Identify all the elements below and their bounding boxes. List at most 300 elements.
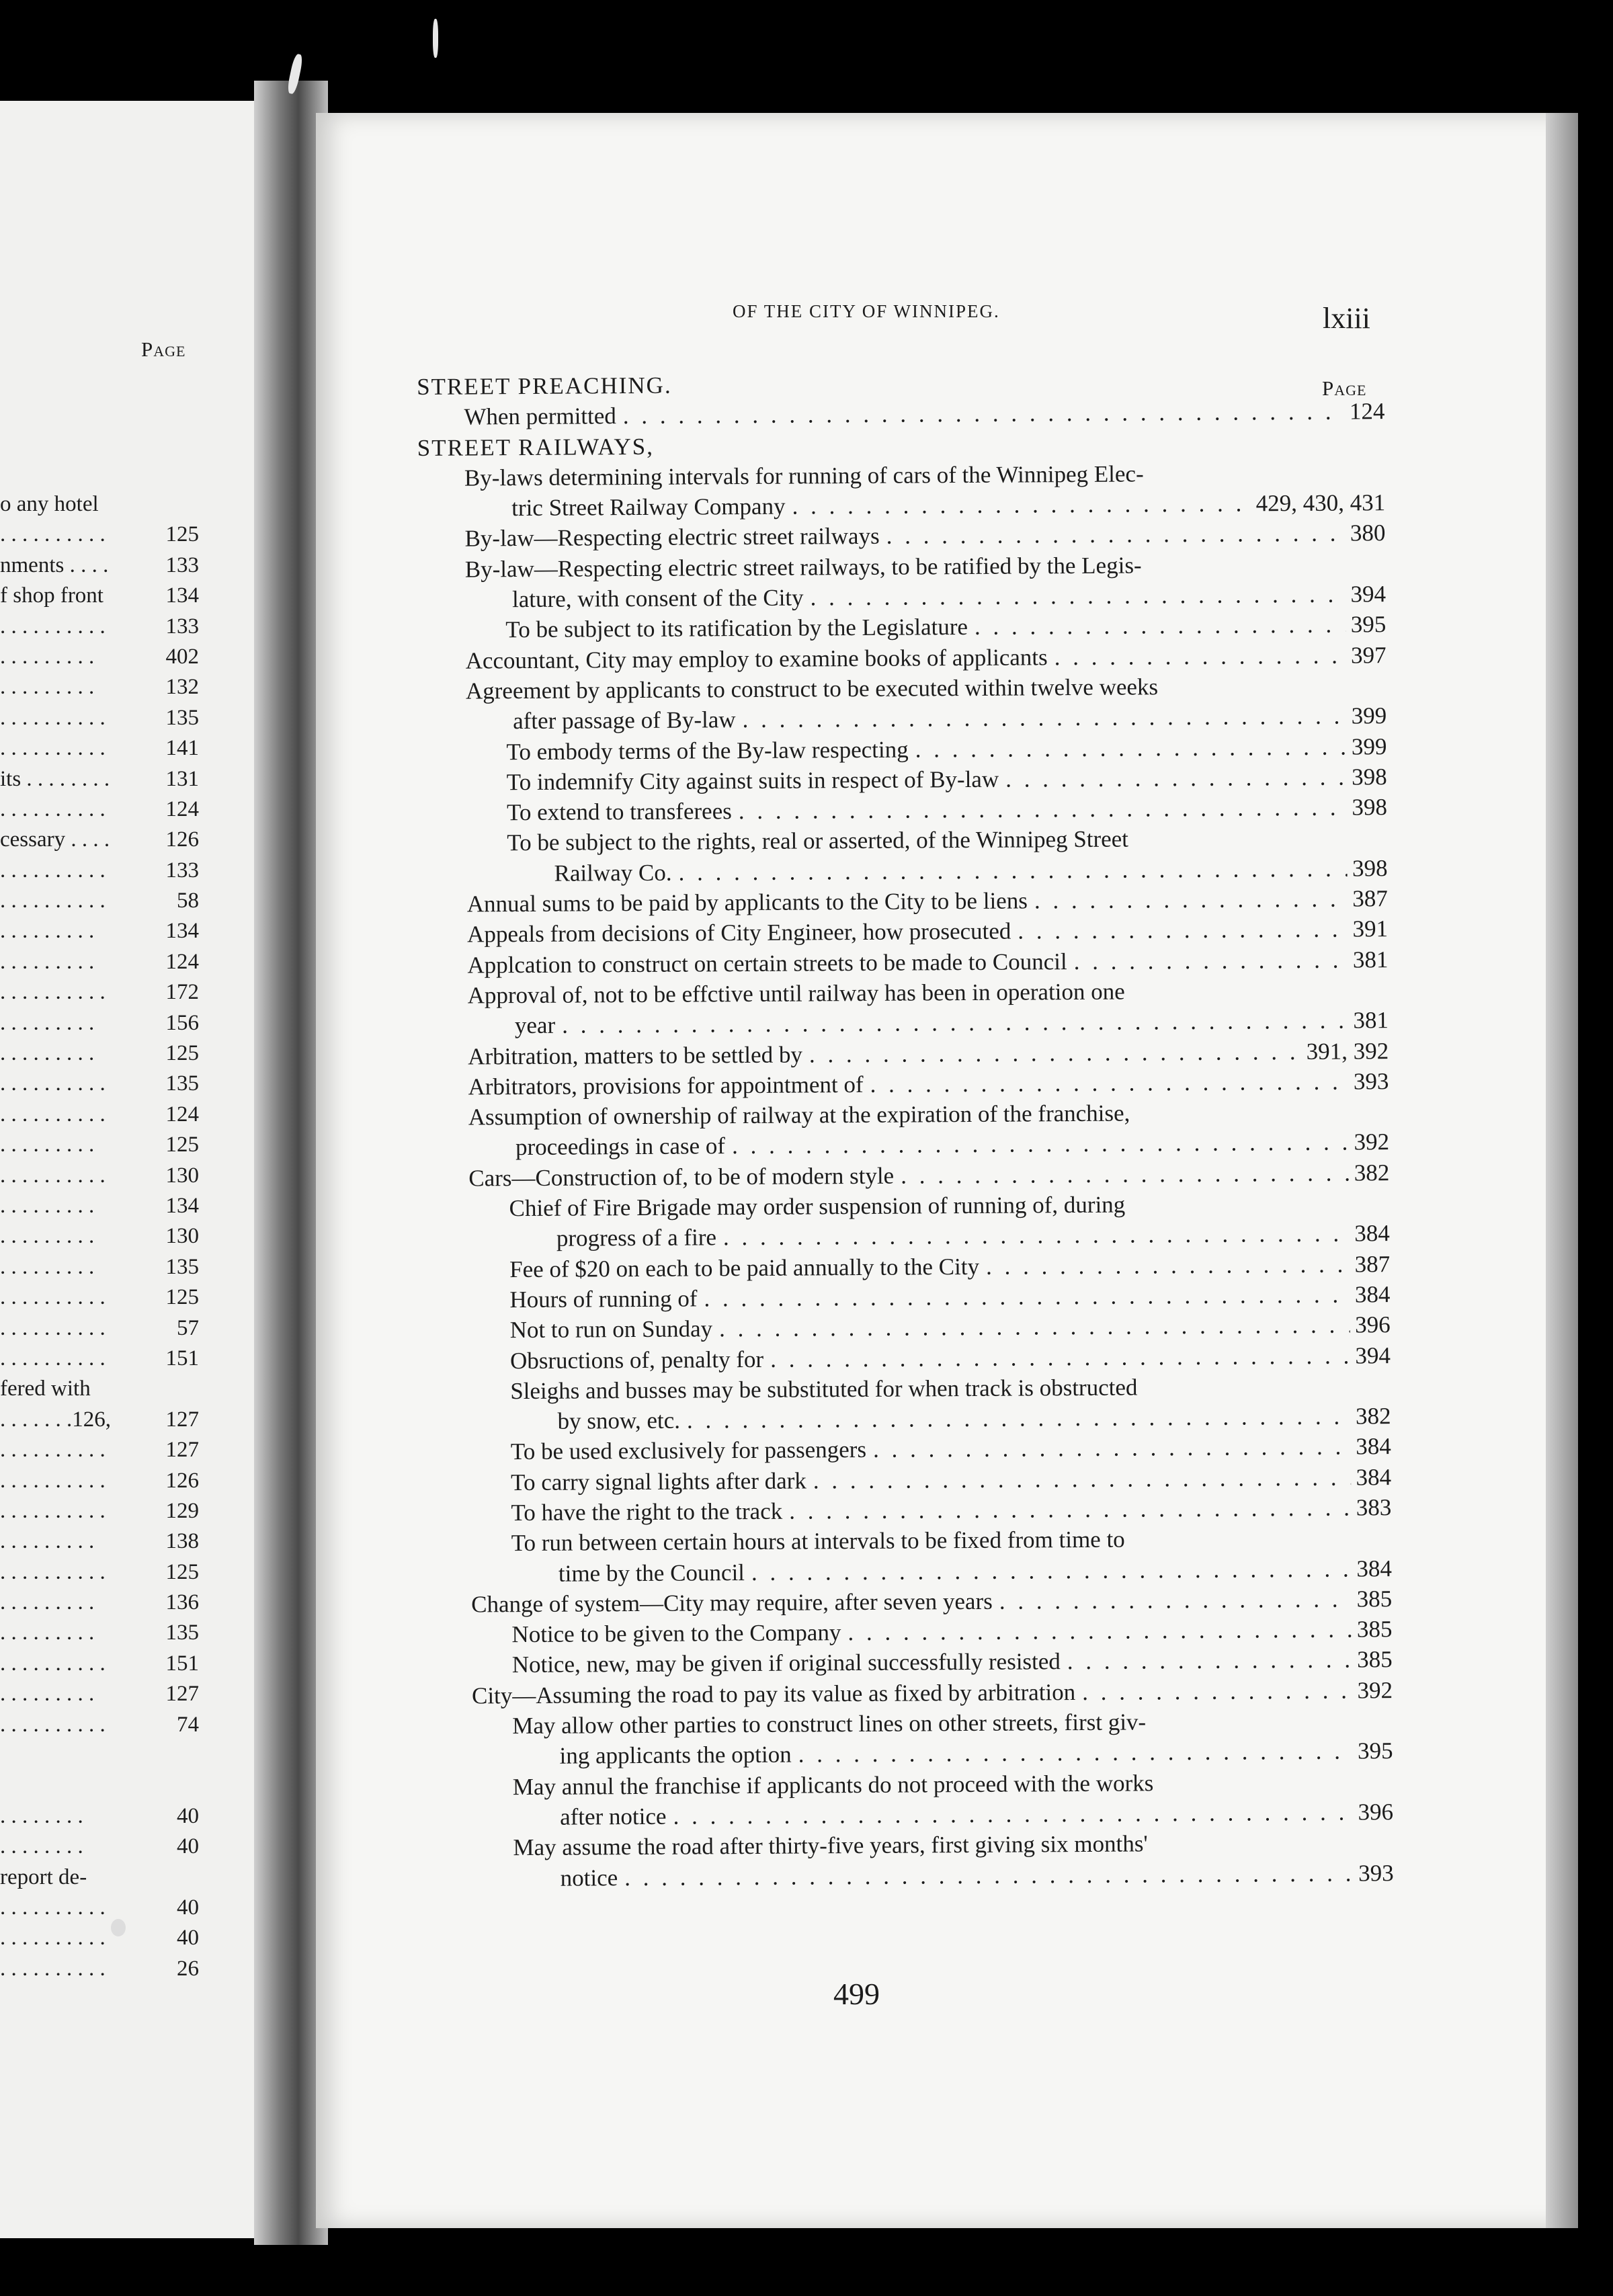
left-page-index xyxy=(0,489,202,1984)
left-index-row xyxy=(0,1252,202,1282)
left-index-page: 134 xyxy=(165,583,199,608)
left-index-row xyxy=(0,1557,202,1588)
index-entry-line xyxy=(505,610,1386,645)
running-head: OF THE CITY OF WINNIPEG. xyxy=(733,301,1000,321)
left-index-page: 57 xyxy=(177,1315,199,1340)
left-index-row xyxy=(0,1374,202,1404)
dot-leader xyxy=(798,1736,1353,1770)
left-index-page: 40 xyxy=(177,1926,199,1951)
dot-leader xyxy=(915,731,1347,764)
index-entry-line xyxy=(511,1492,1391,1528)
index-entry-line xyxy=(507,792,1387,827)
left-index-page: 124 xyxy=(165,949,199,974)
dot-leader xyxy=(623,397,1344,432)
index-page-ref: 387 xyxy=(1352,885,1388,912)
index-entry xyxy=(421,1188,1390,1254)
left-index-page: 134 xyxy=(165,919,199,944)
left-index-row xyxy=(0,794,202,825)
left-index-text: . . . . . . . . xyxy=(0,1803,83,1828)
index-page-ref: 398 xyxy=(1352,854,1388,882)
index-entry-line xyxy=(512,1705,1393,1741)
left-index-page: 135 xyxy=(165,1071,199,1096)
index-page-ref: 384 xyxy=(1354,1281,1391,1308)
dot-leader xyxy=(847,1614,1352,1648)
index-entry-text: Fee of $20 on each to be paid annually to the City xyxy=(509,1253,980,1282)
index-page-ref: 395 xyxy=(1350,611,1387,638)
index-entry-text: Change of system—City may require, after seven years xyxy=(471,1588,993,1618)
left-index-row xyxy=(0,703,202,733)
left-index-row xyxy=(0,642,202,672)
index-entry xyxy=(417,457,1386,524)
dot-leader xyxy=(809,1036,1301,1070)
index-entry-text: Notice to be given to the Company xyxy=(511,1619,841,1648)
left-index-row xyxy=(0,1282,202,1313)
index-page-ref: 381 xyxy=(1353,1007,1389,1034)
index-entry-text: STREET RAILWAYS, xyxy=(417,433,655,461)
index-entry xyxy=(418,548,1387,615)
index-page-ref: 380 xyxy=(1350,520,1386,547)
index-page-ref: 392 xyxy=(1357,1676,1393,1704)
dot-leader xyxy=(999,1584,1352,1616)
left-index-page: 151 xyxy=(165,1346,199,1370)
index-entry-text: tric Street Railway Company xyxy=(511,493,786,522)
left-index-page: 40 xyxy=(177,1895,199,1920)
left-index-page: 133 xyxy=(165,552,199,577)
left-index-page: 130 xyxy=(165,1163,199,1188)
left-index-text: . . . . . . . . . xyxy=(0,1254,95,1279)
index-entry-text: Hours of running of xyxy=(509,1285,698,1313)
index-page-ref: 387 xyxy=(1354,1250,1391,1278)
left-index-row xyxy=(0,1923,202,1953)
index-entry-text: Arbitrators, provisions for appointment of xyxy=(468,1071,864,1100)
index-entry-text: Accountant, City may employ to examine books of applicants xyxy=(465,643,1048,674)
index-entry-text: Applcation to construct on certain streets to be made to Council xyxy=(467,948,1067,979)
left-index-page: 127 xyxy=(165,1438,199,1463)
dot-leader xyxy=(1067,1645,1352,1677)
left-index-row xyxy=(0,1435,202,1465)
left-index-page: 74 xyxy=(177,1712,199,1737)
left-page xyxy=(0,101,282,2238)
left-index-text: . . . . . . . . . . xyxy=(0,1102,106,1126)
index-entry-line xyxy=(509,1218,1390,1254)
dot-leader xyxy=(792,489,1250,522)
index-page-ref: 398 xyxy=(1352,794,1388,821)
left-index-page: 136 xyxy=(165,1590,199,1615)
left-index-page: 402 xyxy=(165,644,199,669)
index-page-ref: 385 xyxy=(1356,1586,1393,1612)
index-entry-line xyxy=(511,1462,1391,1498)
left-index-row xyxy=(0,520,202,550)
left-index-text: . . . . . . .126, xyxy=(0,1407,111,1432)
left-index-page: 129 xyxy=(165,1498,199,1523)
index-page-ref: 391, 392 xyxy=(1306,1037,1389,1065)
left-index-page: 133 xyxy=(165,614,199,639)
dot-leader xyxy=(813,1462,1351,1495)
left-index-page: 135 xyxy=(165,1621,199,1645)
dot-leader xyxy=(719,1310,1350,1344)
left-index-page: 151 xyxy=(165,1651,199,1676)
index-entry-text: after passage of By-law xyxy=(513,706,736,735)
left-index-page: 172 xyxy=(165,980,199,1005)
index-entry xyxy=(425,1827,1394,1893)
left-index-row xyxy=(0,489,202,520)
left-index-page: 125 xyxy=(165,522,199,547)
index-entry-line xyxy=(512,1736,1393,1772)
left-index-page: 135 xyxy=(165,705,199,730)
index-entry-text: ing applicants the option xyxy=(559,1741,792,1770)
left-index-text: f shop front xyxy=(0,583,104,608)
index-entry-line xyxy=(513,1858,1394,1893)
left-index-row xyxy=(0,1740,202,1770)
left-index-page: 125 xyxy=(165,1559,199,1584)
left-index-text: . . . . . . . . . xyxy=(0,644,95,669)
index-entry-text: Sleighs and busses may be substituted for when track is obstructed xyxy=(510,1374,1138,1404)
index-entry-text: To indemnify City against suits in respect of By-law xyxy=(506,766,999,796)
left-index-text: report de- xyxy=(0,1864,87,1889)
index-entry-text: after notice xyxy=(560,1803,667,1830)
left-index-row xyxy=(0,1344,202,1374)
dot-leader xyxy=(810,579,1345,613)
dot-leader xyxy=(723,1219,1350,1253)
left-index-row xyxy=(0,856,202,886)
index-page-ref: 384 xyxy=(1356,1433,1391,1460)
index-entry xyxy=(419,823,1388,889)
page-number-roman: lxiii xyxy=(1323,302,1370,335)
left-index-text: . . . . . . . . . . xyxy=(0,1071,106,1096)
left-index-text: . . . . . . . . . . xyxy=(0,1651,106,1676)
index-entry-text: By-law—Respecting electric street railways xyxy=(464,523,880,552)
left-index-text: . . . . . . . . . xyxy=(0,1010,95,1035)
left-index-text: . . . . . . . . . . xyxy=(0,1926,106,1951)
left-index-text: . . . . . . . . . . xyxy=(0,1468,106,1493)
left-index-page: 124 xyxy=(165,796,199,821)
left-index-row xyxy=(0,1008,202,1038)
left-index-text: cessary . . . . xyxy=(0,827,110,852)
left-index-row xyxy=(0,1862,202,1893)
index-page-ref: 393 xyxy=(1358,1859,1394,1887)
left-index-text: o any hotel xyxy=(0,492,99,516)
left-index-text: fered with xyxy=(0,1377,91,1401)
left-index-text: . . . . . . . . . . xyxy=(0,858,106,883)
index-entry-text: City—Assuming the road to pay its value as fixed by arbitration xyxy=(471,1678,1076,1709)
index-entry-line xyxy=(513,1827,1393,1862)
left-index-row xyxy=(0,1161,202,1191)
index-entry-line xyxy=(507,823,1387,858)
left-index-row xyxy=(0,1526,202,1557)
index-entry-line xyxy=(510,1401,1391,1436)
left-index-page: 26 xyxy=(177,1956,199,1981)
index-page-ref: 124 xyxy=(1349,398,1385,425)
left-index-page: 132 xyxy=(165,675,199,700)
index-page-ref: 392 xyxy=(1354,1129,1390,1155)
left-index-page: 124 xyxy=(165,1102,199,1126)
left-index-row xyxy=(0,581,202,611)
left-index-text: . . . . . . . . . . xyxy=(0,614,106,639)
left-index-row xyxy=(0,916,202,946)
left-index-row xyxy=(0,1405,202,1435)
dot-leader xyxy=(687,1401,1350,1436)
left-index-row xyxy=(0,1832,202,1862)
film-speck xyxy=(111,1919,126,1936)
index-entry-text: STREET PREACHING. xyxy=(417,372,672,400)
left-index-text: . . . . . . . . . . xyxy=(0,705,106,730)
dot-leader xyxy=(1074,944,1348,977)
index-page-ref: 396 xyxy=(1358,1799,1394,1826)
index-page-ref: 394 xyxy=(1355,1342,1391,1368)
left-index-row xyxy=(0,1679,202,1709)
index-entry-text: Appeals from decisions of City Engineer, how prosecuted xyxy=(466,917,1011,948)
left-index-row xyxy=(0,1038,202,1069)
left-index-row xyxy=(0,886,202,916)
index-page-ref: 384 xyxy=(1354,1220,1390,1247)
index-entry xyxy=(425,1766,1394,1833)
index-entry-text: by snow, etc. xyxy=(557,1407,681,1434)
left-index-page: 134 xyxy=(165,1193,199,1218)
dot-leader xyxy=(886,518,1346,551)
index-page-ref: 399 xyxy=(1351,733,1387,760)
left-index-page: 125 xyxy=(165,1285,199,1310)
dot-leader xyxy=(1034,884,1348,916)
dot-leader xyxy=(870,1066,1348,1100)
page-edge xyxy=(1546,113,1578,2228)
left-index-text: . . . . . . . . . xyxy=(0,1621,95,1645)
index-entry-line xyxy=(511,1522,1392,1558)
index-page-ref: 396 xyxy=(1355,1311,1391,1338)
left-index-page: 138 xyxy=(165,1529,199,1554)
left-index-text: . . . . . . . . . . xyxy=(0,1498,106,1523)
index-entry-text: May assume the road after thirty-five years, first giving six months' xyxy=(513,1830,1148,1861)
dot-leader xyxy=(975,610,1346,643)
left-index-row xyxy=(0,550,202,581)
index-page-ref: 384 xyxy=(1356,1463,1392,1491)
index-entry-text: year xyxy=(514,1012,556,1039)
dot-leader xyxy=(901,1157,1349,1190)
left-index-page: 131 xyxy=(165,766,199,791)
left-index-page: 40 xyxy=(177,1834,199,1859)
left-index-text: . . . . . . . . . . xyxy=(0,1285,106,1310)
left-index-page: 130 xyxy=(165,1224,199,1249)
left-index-row xyxy=(0,1618,202,1648)
dot-leader xyxy=(732,1127,1349,1161)
left-index-text: . . . . . . . . . . xyxy=(0,1438,106,1463)
left-index-text: . . . . . . . . . . xyxy=(0,980,106,1005)
left-index-text: . . . . . . . . . . xyxy=(0,1346,106,1370)
left-index-row xyxy=(0,1801,202,1832)
index-entry-text: To carry signal lights after dark xyxy=(510,1467,806,1495)
left-index-page: 156 xyxy=(165,1010,199,1035)
left-index-page: 40 xyxy=(177,1803,199,1828)
dot-leader xyxy=(751,1553,1352,1588)
left-index-page: 133 xyxy=(165,858,199,883)
index-entry-line xyxy=(506,731,1387,767)
index-entries xyxy=(417,366,1394,1894)
left-index-text: . . . . . . . . . . xyxy=(0,1315,106,1340)
dot-leader xyxy=(873,1432,1351,1465)
left-index-row xyxy=(0,1130,202,1160)
index-page-ref: 395 xyxy=(1357,1737,1393,1764)
index-entry-line xyxy=(507,762,1387,797)
index-entry-text: Railway Co. xyxy=(554,859,672,887)
left-index-text: . . . . . . . . . xyxy=(0,1224,95,1249)
left-index-text: . . . . . . . . . . xyxy=(0,1712,106,1737)
index-entry-text: By-law—Respecting electric street railways, to be ratified by the Legis- xyxy=(464,552,1142,583)
index-entry-text: Not to run on Sunday xyxy=(509,1315,713,1344)
left-index-text: . . . . . . . . . xyxy=(0,1133,95,1157)
index-entry-line xyxy=(512,1645,1393,1680)
index-entry-text: To be subject to its ratification by the Legislature xyxy=(505,614,968,643)
index-entry-text: Approval of, not to be effctive until railway has been in operation one xyxy=(467,978,1125,1009)
left-index-text: . . . . . . . . . . xyxy=(0,796,106,821)
index-entry-text: May allow other parties to construct lines on other streets, first giv- xyxy=(512,1709,1147,1739)
index-page-ref: 391 xyxy=(1352,915,1389,942)
dot-leader xyxy=(986,1249,1350,1282)
left-index-text: . . . . . . . . . xyxy=(0,919,95,944)
index-entry-line xyxy=(509,1279,1390,1315)
left-index-page: 126 xyxy=(165,827,199,852)
index-entry-text: proceedings in case of xyxy=(515,1133,726,1161)
index-entry-text: To extend to transferees xyxy=(506,798,732,826)
left-index-row xyxy=(0,1069,202,1099)
dot-leader xyxy=(562,1006,1348,1040)
folio-number: 499 xyxy=(833,1977,880,2011)
dot-leader xyxy=(789,1493,1351,1526)
index-entry-text: Obsructions of, penalty for xyxy=(509,1346,764,1374)
left-index-page: 125 xyxy=(165,1133,199,1157)
left-index-page: 127 xyxy=(165,1407,199,1432)
left-index-text: . . . . . . . . . xyxy=(0,1193,95,1218)
index-entry xyxy=(421,1096,1390,1163)
index-entry-line xyxy=(510,1340,1391,1376)
index-entry-text: When permitted xyxy=(464,403,616,430)
index-entry-line xyxy=(511,1553,1392,1589)
dot-leader xyxy=(673,1797,1352,1831)
index-entry-text: May annul the franchise if applicants do not proceed with the works xyxy=(512,1769,1154,1800)
left-index-text: . . . . . . . . . . xyxy=(0,1559,106,1584)
index-entry-text: progress of a fire xyxy=(556,1224,717,1252)
left-index-page: 127 xyxy=(165,1682,199,1707)
index-entry xyxy=(424,1522,1393,1589)
index-entry-text: To embody terms of the By-law respecting xyxy=(506,736,909,765)
index-entry-line xyxy=(509,1249,1390,1284)
dot-leader xyxy=(1018,914,1348,946)
dot-leader xyxy=(770,1340,1350,1375)
index-entry-line xyxy=(510,1370,1391,1406)
left-index-text: . . . . . . . . xyxy=(0,1834,83,1859)
left-index-row xyxy=(0,977,202,1008)
index-page-ref: 385 xyxy=(1357,1646,1393,1673)
left-index-text: . . . . . . . . . xyxy=(0,1041,95,1066)
left-index-text: . . . . . . . . . xyxy=(0,675,95,700)
index-entry-line xyxy=(509,1188,1389,1223)
left-index-row xyxy=(0,947,202,977)
left-index-text: . . . . . . . . . xyxy=(0,1682,95,1707)
film-speck xyxy=(433,19,438,58)
left-index-row xyxy=(0,1221,202,1252)
index-entry-text: To run between certain hours at intervals to be fixed from time to xyxy=(511,1526,1125,1557)
left-index-row xyxy=(0,1710,202,1740)
index-entry-text: notice xyxy=(560,1864,618,1891)
dot-leader xyxy=(1054,640,1346,672)
left-index-text: nments . . . . xyxy=(0,552,109,577)
left-index-row xyxy=(0,1191,202,1221)
index-page-ref: 398 xyxy=(1352,764,1387,790)
page-column-label: Page xyxy=(1322,376,1367,400)
index-page-ref: 385 xyxy=(1356,1616,1393,1643)
dot-leader xyxy=(742,701,1346,735)
index-entry-line xyxy=(511,1432,1391,1467)
index-page-ref: 397 xyxy=(1350,641,1387,669)
index-page-ref: 429, 430, 431 xyxy=(1255,489,1386,517)
left-index-text: . . . . . . . . . . xyxy=(0,736,106,761)
index-entry xyxy=(421,975,1389,1041)
left-index-text: its . . . . . . . . xyxy=(0,766,110,791)
index-entry-text: To be used exclusively for passengers xyxy=(510,1436,867,1465)
left-index-row xyxy=(0,1649,202,1679)
index-entry-text: Notice, new, may be given if original successfully resisted xyxy=(511,1648,1061,1678)
index-page-ref: 394 xyxy=(1350,581,1387,608)
index-entry-text: Arbitration, matters to be settled by xyxy=(468,1041,802,1070)
index-page-ref: 399 xyxy=(1351,702,1387,729)
left-index-row xyxy=(0,1770,202,1801)
dot-leader xyxy=(739,792,1347,827)
dot-leader xyxy=(1005,762,1346,794)
left-index-row xyxy=(0,1588,202,1618)
index-entry xyxy=(425,1705,1393,1772)
left-index-text: . . . . . . . . . . xyxy=(0,889,106,913)
left-index-row xyxy=(0,825,202,855)
left-index-row xyxy=(0,764,202,794)
left-index-text: . . . . . . . . . xyxy=(0,1529,95,1554)
left-index-row xyxy=(0,1313,202,1344)
left-index-page: 141 xyxy=(165,736,199,761)
index-entry-line xyxy=(510,1309,1391,1345)
dot-leader xyxy=(624,1858,1353,1893)
left-index-row xyxy=(0,733,202,764)
index-entry-text: Chief of Fire Brigade may order suspension of running of, during xyxy=(509,1191,1126,1222)
index-entry-line xyxy=(511,1614,1392,1649)
dot-leader xyxy=(1082,1675,1352,1707)
left-index-page: 125 xyxy=(165,1041,199,1066)
index-entry xyxy=(419,670,1387,737)
index-entry-text: Agreement by applicants to construct to be executed within twelve weeks xyxy=(465,673,1159,704)
left-index-row xyxy=(0,1496,202,1526)
index-entry-text: lature, with consent of the City xyxy=(511,584,804,613)
left-index-row xyxy=(0,1466,202,1496)
index-page-ref: 382 xyxy=(1355,1403,1391,1430)
dot-leader xyxy=(678,853,1347,887)
index-entry-text: Assumption of ownership of railway at the expiration of the franchise, xyxy=(468,1100,1130,1131)
index-page-ref: 381 xyxy=(1352,946,1389,973)
left-index-text: . . . . . . . . . xyxy=(0,1590,95,1615)
index-entry-text: Annual sums to be paid by applicants to the City to be liens xyxy=(466,887,1028,917)
index-page-ref: 393 xyxy=(1353,1068,1389,1095)
dot-leader xyxy=(704,1279,1350,1313)
left-index-row xyxy=(0,1893,202,1923)
left-index-page: 58 xyxy=(177,889,199,913)
index-page-ref: 383 xyxy=(1356,1494,1392,1521)
left-index-row xyxy=(0,1954,202,1984)
left-index-text: . . . . . . . . . . xyxy=(0,522,106,547)
left-index-page: 135 xyxy=(165,1254,199,1279)
left-index-text: . . . . . . . . . . xyxy=(0,1956,106,1981)
index-entry xyxy=(423,1370,1391,1437)
left-index-row xyxy=(0,672,202,702)
left-index-row xyxy=(0,612,202,642)
left-index-text: . . . . . . . . . . xyxy=(0,1895,106,1920)
index-entry-text: time by the Council xyxy=(558,1559,745,1587)
left-page-label: Page xyxy=(141,337,186,361)
left-index-page: 126 xyxy=(165,1468,199,1493)
